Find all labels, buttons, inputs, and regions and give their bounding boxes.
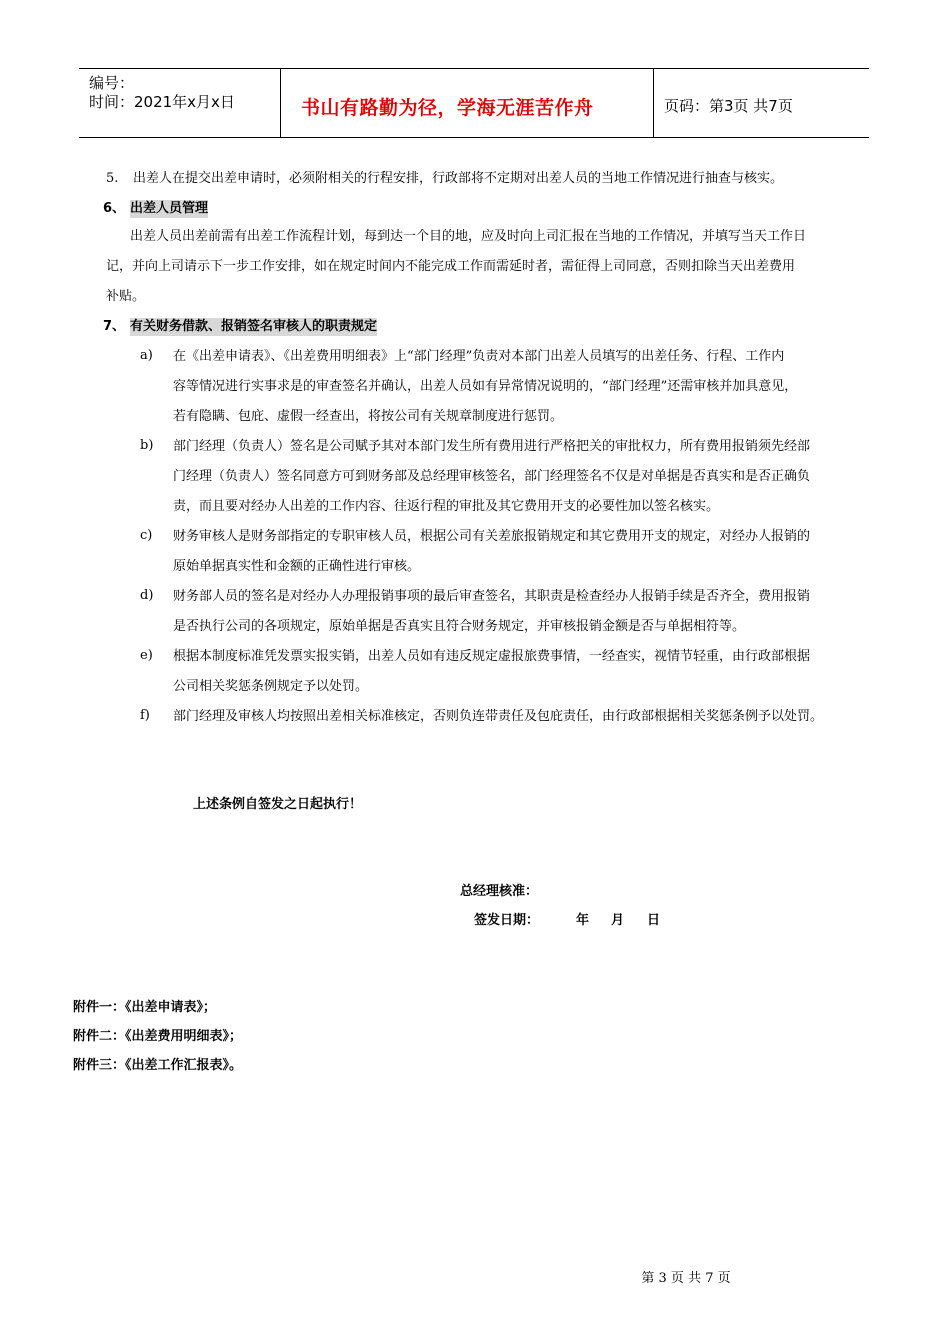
header-meta-cell <box>79 69 281 137</box>
page-footer <box>0 1267 950 1286</box>
attachment-2: 附件二：《出差费用明细表》； <box>73 1029 243 1044</box>
subitem-a-line-3: 若有隐瞒、包庇、虚假一经查出，将按公司有关规章制度进行惩罚。 <box>173 409 564 424</box>
effective-statement: 上述条例自签发之日起执行！ <box>193 797 363 812</box>
subitem-d-mark: d) <box>140 588 154 603</box>
subitem-b-mark: b) <box>140 438 154 453</box>
item6-line-3: 补贴。 <box>106 289 146 304</box>
subitem-e-line-2: 公司相关奖惩条例规定予以处罚。 <box>173 679 369 694</box>
approval-label: 总经理核准： <box>460 884 539 899</box>
subitem-d-line-1: 财务部人员的签名是对经办人办理报销事项的最后审查签名，其职责是检查经办人报销手续是否齐全，费用报销 <box>173 589 811 604</box>
subitem-d-line-2: 是否执行公司的各项规定，原始单据是否真实且符合财务规定，并审核报销金额是否与单据相符等。 <box>173 619 746 634</box>
footer-page-number: 第 3 页 共 7 页 <box>641 1271 731 1286</box>
date-year: 年 <box>576 913 590 928</box>
issue-date-label: 签发日期： <box>474 913 540 928</box>
header-page-label: 页码：第3页 共7页 <box>664 97 793 115</box>
subitem-c-line-1: 财务审核人是财务部指定的专职审核人员，根据公司有关差旅报销规定和其它费用开支的规定，对经办人报销的 <box>173 529 811 544</box>
item7-title: 有关财务借款、报销签名审核人的职责规定 <box>130 319 378 334</box>
document-header <box>79 68 869 138</box>
subitem-a-line-1: 在《出差申请表》、《出差费用明细表》上“部门经理”负责对本部门出差人员填写的出差任务、行程、工作内 <box>173 349 785 364</box>
item5-text: 出差人在提交出差申请时，必须附相关的行程安排，行政部将不定期对出差人员的当地工作情况进行抽查与核实。 <box>133 171 784 186</box>
subitem-e-line-1: 根据本制度标准凭发票实报实销，出差人员如有违反规定虚报旅费事情，一经查实，视情节轻重，由行政部根据 <box>173 649 811 664</box>
subitem-c-line-2: 原始单据真实性和金额的正确性进行审核。 <box>173 559 421 574</box>
item6-line-2: 记，并向上司请示下一步工作安排，如在规定时间内不能完成工作而需延时者，需征得上司同意，否则扣除当天出差费用 <box>106 259 796 274</box>
number-label: 编号： <box>89 74 135 92</box>
subitem-b-line-3: 责，而且要对经办人出差的工作内容、往返行程的审批及其它费用开支的必要性加以签名核实。 <box>173 499 720 514</box>
attachment-3: 附件三：《出差工作汇报表》。 <box>73 1058 243 1073</box>
item5-number: 5. <box>106 171 119 186</box>
subitem-f-line-1: 部门经理及审核人均按照出差相关标准核定，否则负连带责任及包庇责任，由行政部根据相关奖惩条例予以处罚。 <box>173 709 824 724</box>
subitem-e-mark: e) <box>140 648 153 663</box>
subitem-b-line-1: 部门经理（负责人）签名是公司赋予其对本部门发生所有费用进行严格把关的审批权力，所有费用报销须先经部 <box>173 439 811 454</box>
item7-number: 7、 <box>103 319 126 334</box>
attachment-1: 附件一：《出差申请表》； <box>73 1000 217 1015</box>
subitem-a-line-2: 容等情况进行实事求是的审查签名并确认，出差人员如有异常情况说明的，“部门经理”还需审核并加具意见， <box>173 379 798 394</box>
item6-number: 6、 <box>103 201 126 216</box>
date-day: 日 <box>647 913 661 928</box>
date-month: 月 <box>611 913 625 928</box>
item6-line-1: 出差人员出差前需有出差工作流程计划，每到达一个目的地，应及时向上司汇报在当地的工作情况，并填写当天工作日 <box>130 229 807 244</box>
subitem-f-mark: f) <box>140 708 150 723</box>
subitem-c-mark: c) <box>140 528 153 543</box>
time-label: 时间：2021年x月x日 <box>89 93 235 111</box>
header-page-cell <box>654 69 869 137</box>
subitem-b-line-2: 门经理（负责人）签名同意方可到财务部及总经理审核签名，部门经理签名不仅是对单据是否真实和是否正确负 <box>173 469 811 484</box>
motto-text: 书山有路勤为径，学海无涯苦作舟 <box>301 97 594 119</box>
header-motto-cell <box>281 69 654 137</box>
item6-title: 出差人员管理 <box>130 201 209 216</box>
subitem-a-mark: a) <box>140 348 153 363</box>
